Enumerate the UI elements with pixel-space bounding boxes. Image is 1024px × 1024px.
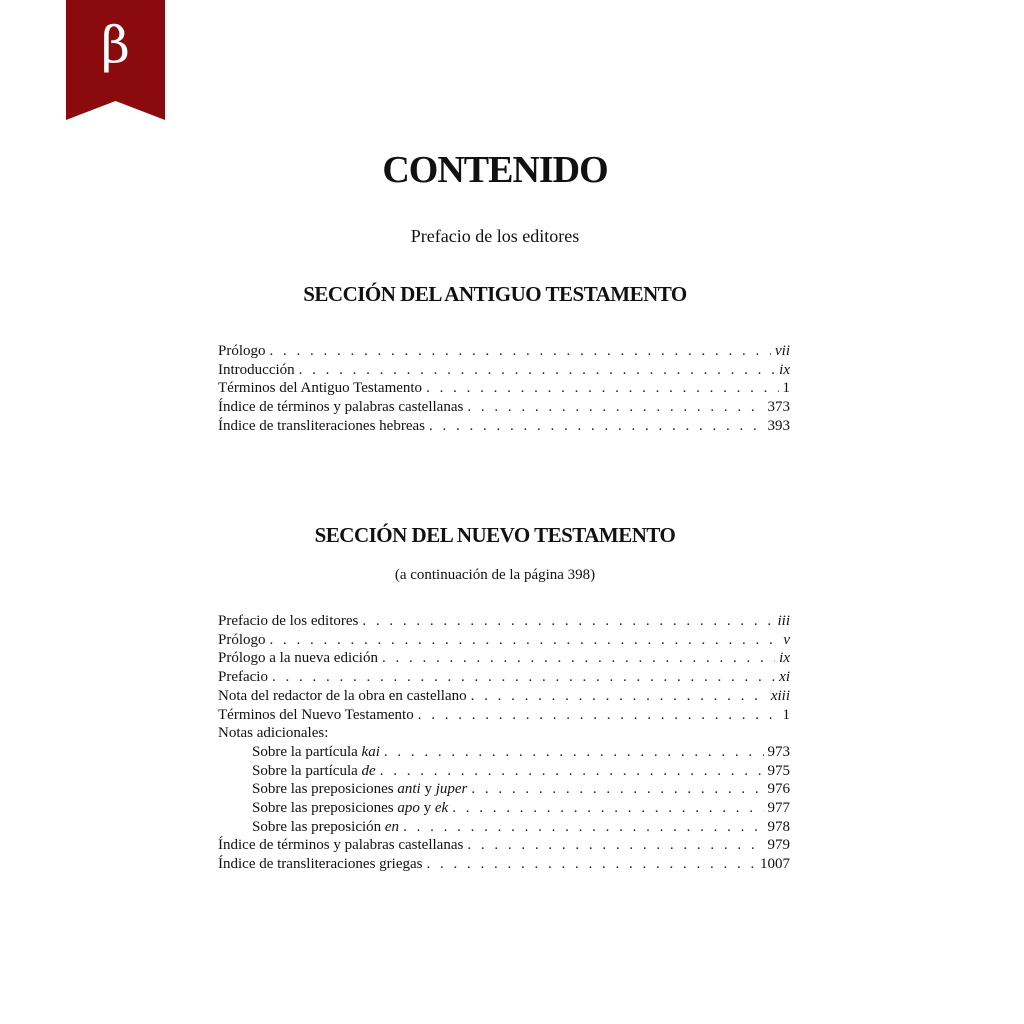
toc-entry-page: iii xyxy=(777,613,790,629)
toc-subentry-page: 977 xyxy=(767,800,790,817)
toc-entry-page: 1007 xyxy=(760,856,790,873)
toc-entry-label: Índice de transliteraciones griegas xyxy=(218,856,423,873)
toc-subentry-label xyxy=(252,818,399,837)
toc-entry-page: 979 xyxy=(767,837,790,854)
toc-entry[interactable] xyxy=(218,361,790,380)
subentry-conjunction: y xyxy=(419,800,435,817)
toc-entry-page: 1 xyxy=(782,706,790,723)
subentry-prefix: Sobre la partícula xyxy=(252,743,362,760)
toc-entry-label: Prefacio xyxy=(218,669,268,686)
toc-entry[interactable] xyxy=(218,342,790,361)
dot-leader xyxy=(471,687,767,706)
toc-subentry-page: 976 xyxy=(767,781,790,798)
subentry-greek-term: de xyxy=(361,762,376,779)
toc-subentry[interactable] xyxy=(218,818,790,837)
dot-leader xyxy=(426,379,778,398)
notes-label: Notas adicionales: xyxy=(218,725,329,742)
toc-entry-label: Nota del redactor de la obra en castellano xyxy=(218,687,467,704)
nt-continuation-note: (a continuación de la página 398) xyxy=(394,567,596,583)
subentry-greek-term: en xyxy=(384,818,400,835)
toc-entry-page: ix xyxy=(779,361,790,378)
dot-leader xyxy=(403,818,763,837)
dot-leader xyxy=(452,799,763,818)
toc-entry[interactable] xyxy=(218,687,790,706)
toc-entry[interactable] xyxy=(218,631,790,650)
toc-entry-label: Términos del Antiguo Testamento xyxy=(218,380,423,397)
toc-entry[interactable] xyxy=(218,417,790,436)
toc-entry-label: Prólogo xyxy=(218,343,266,359)
subentry-conjunction: y xyxy=(420,781,436,798)
toc-entry-page: xiii xyxy=(770,687,790,704)
toc-subentry[interactable] xyxy=(218,762,790,781)
toc-entry-label: Prólogo a la nueva edición xyxy=(218,650,378,667)
toc-subentry-label xyxy=(252,743,380,762)
toc-entry[interactable] xyxy=(218,668,790,687)
ot-section-heading: SECCIÓN DEL ANTIGUO TESTAMENTO xyxy=(303,282,687,306)
subentry-prefix: Sobre las preposiciones xyxy=(252,781,398,798)
dot-leader xyxy=(362,612,773,631)
toc-entry-page: v xyxy=(783,631,790,648)
toc-entry[interactable] xyxy=(218,855,790,874)
page-title: CONTENIDO xyxy=(382,149,608,191)
toc-subentry-page: 975 xyxy=(767,762,790,779)
toc-entry-label: Índice de términos y palabras castellanas xyxy=(218,399,464,416)
toc-entry[interactable] xyxy=(218,706,790,725)
toc-group-label xyxy=(218,724,790,743)
subentry-prefix: Sobre las preposiciones xyxy=(252,800,398,817)
dot-leader xyxy=(471,780,763,799)
toc-entry[interactable] xyxy=(218,379,790,398)
ot-toc-list xyxy=(218,342,790,436)
dot-leader xyxy=(382,649,775,668)
beta-logo-glyph: β xyxy=(101,16,130,74)
toc-entry[interactable] xyxy=(218,398,790,417)
dot-leader xyxy=(429,417,764,436)
toc-entry-page: 373 xyxy=(767,399,790,416)
dot-leader xyxy=(467,836,763,855)
toc-subentry[interactable] xyxy=(218,780,790,799)
toc-entry[interactable] xyxy=(218,649,790,668)
toc-entry-page: 393 xyxy=(767,417,790,434)
dot-leader xyxy=(270,631,780,650)
toc-entry-page: xi xyxy=(779,669,790,686)
dot-leader xyxy=(384,743,764,762)
nt-toc-list xyxy=(218,612,790,874)
toc-entry-label: Índice de términos y palabras castellanas xyxy=(218,837,464,854)
toc-subentry-label xyxy=(252,762,376,781)
dot-leader xyxy=(380,762,764,781)
subentry-prefix: Sobre la partícula xyxy=(252,762,362,779)
subentry-prefix: Sobre las preposición xyxy=(252,818,385,835)
toc-entry-page: 1 xyxy=(782,380,790,397)
toc-subentry-label xyxy=(252,799,448,818)
toc-entry[interactable] xyxy=(218,612,790,631)
toc-entry-label: Términos del Nuevo Testamento xyxy=(218,706,414,723)
dot-leader xyxy=(427,855,757,874)
preface-line: Prefacio de los editores xyxy=(410,226,580,246)
subentry-greek-term: kai xyxy=(361,743,380,760)
dot-leader xyxy=(270,342,771,361)
subentry-greek-term: ek xyxy=(434,800,449,817)
bookmark-ribbon-icon xyxy=(66,0,165,120)
toc-subentry[interactable] xyxy=(218,799,790,818)
dot-leader xyxy=(272,668,775,687)
dot-leader xyxy=(467,398,763,417)
toc-subentry-page: 978 xyxy=(767,818,790,835)
toc-subentry-page: 973 xyxy=(767,743,790,760)
nt-section-heading: SECCIÓN DEL NUEVO TESTAMENTO xyxy=(314,523,676,547)
toc-entry-page: ix xyxy=(779,650,790,667)
toc-entry-label: Prólogo xyxy=(218,631,266,648)
toc-entry-page: vii xyxy=(775,343,790,359)
toc-entry-label: Índice de transliteraciones hebreas xyxy=(218,417,425,434)
toc-subentry[interactable] xyxy=(218,743,790,762)
subentry-greek-term: apo xyxy=(397,800,420,817)
toc-entry[interactable] xyxy=(218,836,790,855)
toc-entry-label: Introducción xyxy=(218,361,295,378)
publisher-badge xyxy=(66,0,165,120)
toc-entry-label: Prefacio de los editores xyxy=(218,613,359,629)
subentry-greek-term: juper xyxy=(435,781,468,798)
dot-leader xyxy=(418,706,779,725)
subentry-greek-term: anti xyxy=(397,781,421,798)
toc-subentry-label xyxy=(252,780,467,799)
dot-leader xyxy=(299,361,776,380)
